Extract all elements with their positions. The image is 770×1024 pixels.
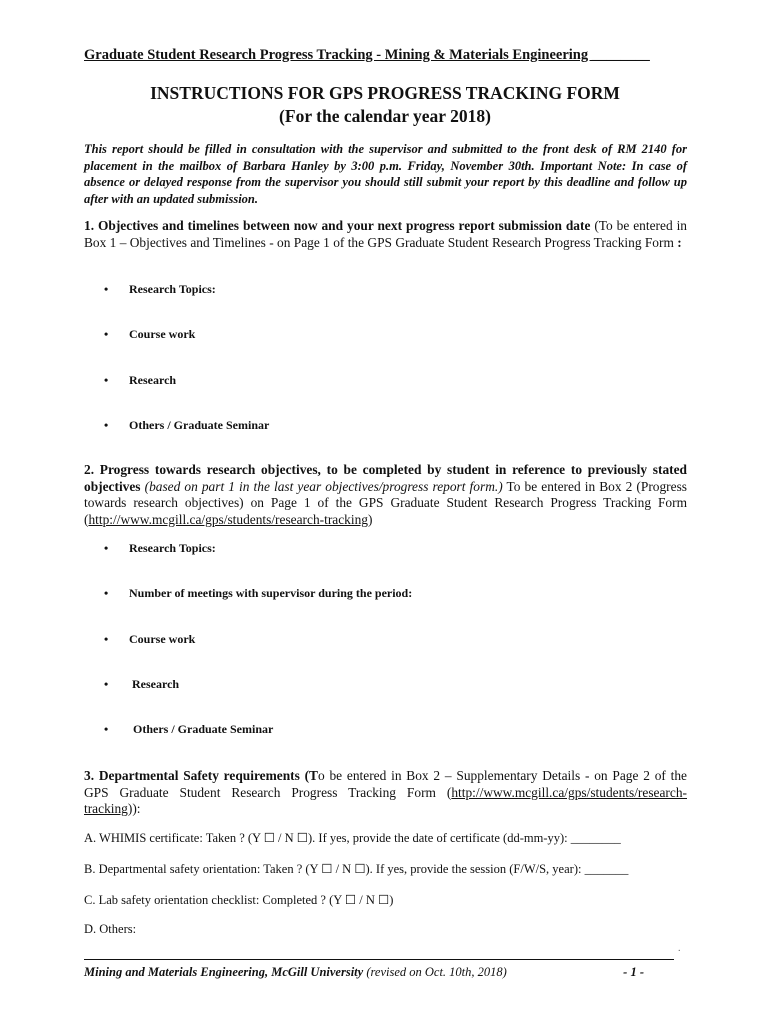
list-item bbox=[104, 632, 195, 647]
bullet-icon: • bbox=[104, 541, 109, 555]
list-item bbox=[104, 541, 216, 556]
safety-item-whimis: A. WHIMIS certificate: Taken ? (Y ☐ / N ☐). If yes, provide the date of certificate (dd-mm-yy): ________ bbox=[84, 831, 621, 845]
section-3-heading: 3. Departmental Safety requirements (T bbox=[84, 768, 318, 783]
list-item-label: Research bbox=[132, 677, 180, 691]
list-item-label: Course work bbox=[129, 632, 196, 646]
section-1-body: (To be entered in Box 1 – Objectives and Timelines - on Page 1 of the GPS Graduate Student Research Progress Tracking Form bbox=[84, 218, 687, 250]
safety-item-lab-checklist: C. Lab safety orientation checklist: Completed ? (Y ☐ / N ☐) bbox=[84, 893, 394, 907]
footer-org: Mining and Materials Engineering, McGill University bbox=[84, 965, 364, 979]
page-footer bbox=[84, 965, 644, 980]
page-number: - 1 - bbox=[623, 965, 644, 979]
bullet-icon: • bbox=[104, 418, 109, 432]
list-item bbox=[104, 722, 273, 737]
list-item-label: Number of meetings with supervisor during the period: bbox=[129, 586, 413, 600]
list-item-label: Research Topics: bbox=[129, 282, 216, 296]
document-title: INSTRUCTIONS FOR GPS PROGRESS TRACKING FORM bbox=[150, 83, 620, 103]
intro-paragraph: This report should be filled in consultation with the supervisor and submitted to the front desk of RM 2140 for placement in the mailbox of Barbara Hanley by 3:00 p.m. Friday, November 30th. Important Note: In case of absence or delayed response from the supervisor you should still submit your report by this deadline and follow up after with an updated submission. bbox=[84, 142, 687, 206]
list-item bbox=[104, 373, 176, 388]
footer-divider bbox=[84, 959, 674, 960]
section-3-close: )): bbox=[127, 801, 141, 817]
bullet-icon: • bbox=[104, 327, 109, 341]
running-header: Graduate Student Research Progress Tracking - Mining & Materials Engineering ________ bbox=[84, 47, 650, 63]
document-subtitle: (For the calendar year 2018) bbox=[279, 106, 491, 126]
section-2-close: ) bbox=[368, 511, 373, 527]
list-item-label: Research bbox=[129, 373, 177, 387]
bullet-icon: • bbox=[104, 282, 109, 296]
list-item-label: Research Topics: bbox=[129, 541, 216, 555]
bullet-icon: • bbox=[104, 722, 109, 736]
research-tracking-link[interactable]: http://www.mcgill.ca/gps/students/research-tracking bbox=[88, 511, 368, 527]
section-2-italic-note: (based on part 1 in the last year objectives/progress report form.) bbox=[140, 478, 503, 494]
list-item bbox=[104, 327, 195, 342]
list-item-label: Others / Graduate Seminar bbox=[129, 418, 270, 432]
list-item bbox=[104, 677, 179, 692]
section-1-colon: : bbox=[677, 234, 682, 250]
section-3-body: o be entered in Box 2 – Supplementary Details - on Page 2 of the GPS Graduate Student Research Progress Tracking Form ( bbox=[84, 768, 687, 800]
bullet-icon: • bbox=[104, 632, 109, 646]
research-tracking-link[interactable]: http://www.mcgill.ca/gps/students/research-tracking bbox=[84, 784, 687, 817]
stray-mark: . bbox=[678, 943, 681, 954]
safety-item-others: D. Others: bbox=[84, 922, 137, 936]
bullet-icon: • bbox=[104, 586, 109, 600]
bullet-icon: • bbox=[104, 677, 109, 691]
list-item bbox=[104, 282, 216, 297]
section-1-heading: 1. Objectives and timelines between now and your next progress report submission date bbox=[84, 218, 591, 233]
section-1-paragraph bbox=[84, 218, 687, 251]
section-3-paragraph bbox=[84, 768, 687, 818]
safety-item-orientation: B. Departmental safety orientation: Taken ? (Y ☐ / N ☐). If yes, provide the session (F/W/S, year): _______ bbox=[84, 862, 629, 876]
section-2-body: To be entered in Box 2 (Progress towards research objectives) on Page 1 of the GPS Graduate Student Research Progress Tracking Form ( bbox=[84, 478, 687, 527]
footer-revised: (revised on Oct. 10th, 2018) bbox=[363, 965, 507, 979]
footer-credit bbox=[84, 965, 507, 980]
section-2-paragraph bbox=[84, 462, 687, 528]
section-2-heading: 2. Progress towards research objectives, to be completed by student in reference to previously stated objectives bbox=[84, 462, 687, 494]
list-item-label: Course work bbox=[129, 327, 196, 341]
bullet-icon: • bbox=[104, 373, 109, 387]
list-item bbox=[104, 586, 412, 601]
list-item-label: Others / Graduate Seminar bbox=[133, 722, 274, 736]
list-item bbox=[104, 418, 269, 433]
